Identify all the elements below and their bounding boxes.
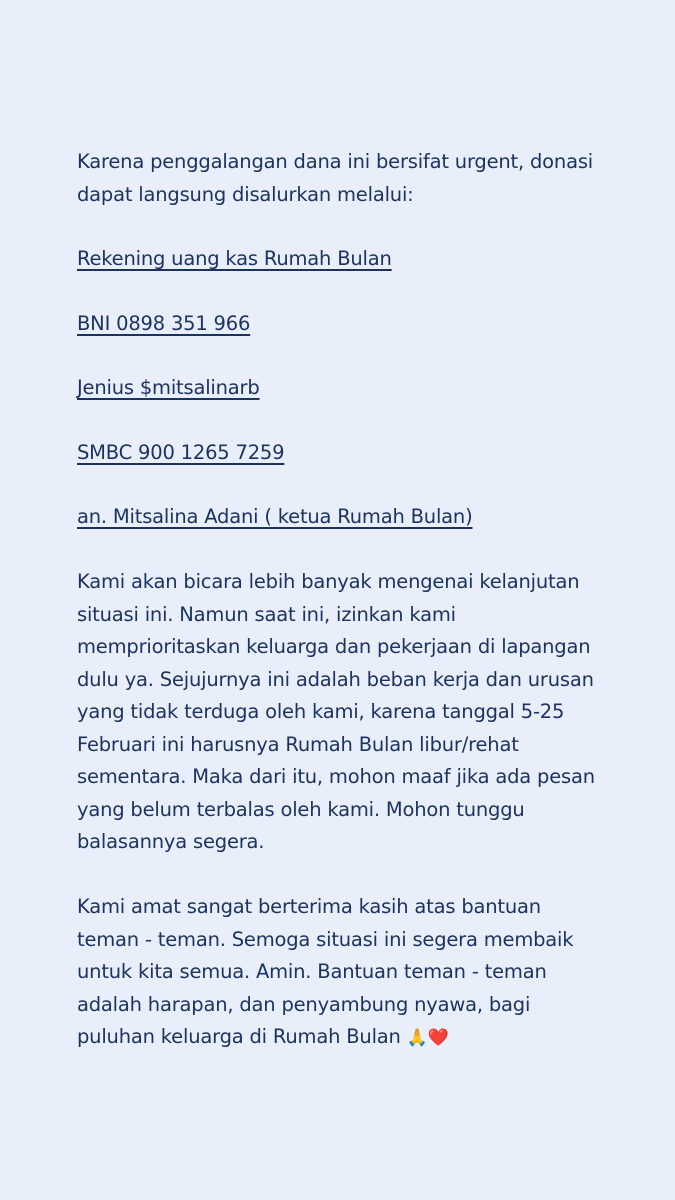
intro-text: Karena penggalangan dana ini bersifat urgent, donasi dapat langsung disalurkan melalui: [77,150,593,206]
account-title-link[interactable]: Rekening uang kas Rumah Bulan [77,247,392,270]
bni-account-link[interactable]: BNI 0898 351 966 [77,311,251,335]
thanks-text: Kami amat sangat berterima kasih atas bantuan teman - teman. Semoga situasi ini segera membaik untuk kita semua. Amin. Bantuan teman - teman adalah harapan, dan penyambung nyawa, bagi puluhan keluarga di Rumah Bulan [77,895,574,1048]
situation-paragraph: Kami akan bicara lebih banyak mengenai kelanjutan situasi ini. Namun saat ini, izinkan kami memprioritaskan keluarga dan pekerjaan di lapangan dulu ya. Sejujurnya ini adalah beban kerja dan urusan yang tidak terduga oleh kami, karena tanggal 5-25 Februari ini harusnya Rumah Bulan libur/rehat sementara. Maka dari itu, mohon maaf jika ada pesan yang belum terbalas oleh kami. Mohon tunggu balasannya segera. [77,570,595,853]
pray-heart-icon: 🙏❤️ [406,1028,449,1048]
thanks-paragraph [77,891,607,1055]
smbc-account-link[interactable]: SMBC 900 1265 7259 [77,440,285,464]
jenius-account-link[interactable]: Jenius $mitsalinarb [77,376,260,399]
story-content [77,146,607,1055]
account-holder-link[interactable]: an. Mitsalina Adani ( ketua Rumah Bulan) [77,505,473,528]
